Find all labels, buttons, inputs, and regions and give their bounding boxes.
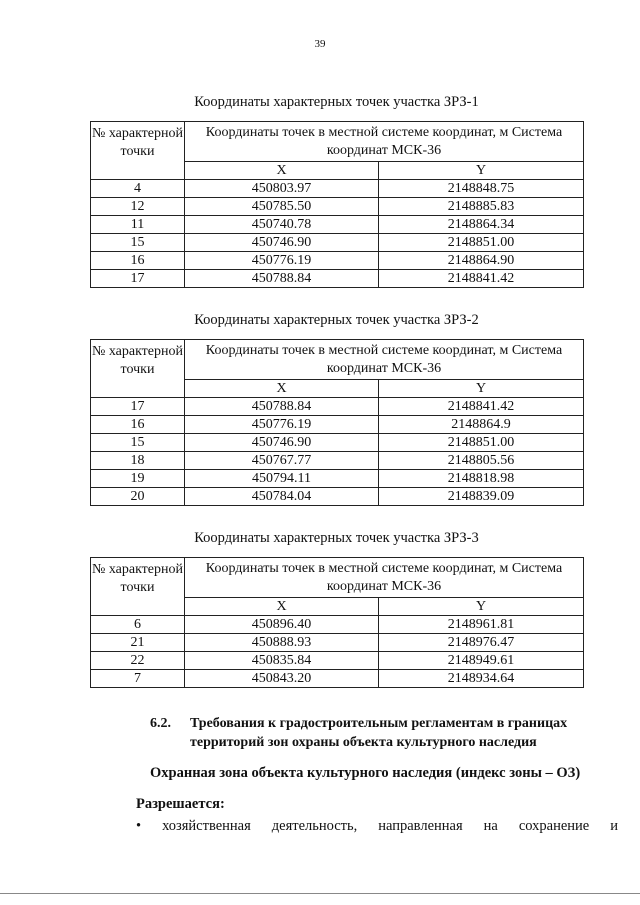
header-point-number: № характерной точки bbox=[91, 340, 185, 398]
bullet-marker: • bbox=[136, 818, 142, 834]
x-coordinate-cell: 450794.11 bbox=[185, 470, 379, 488]
y-coordinate-cell: 2148976.47 bbox=[379, 634, 584, 652]
table-row bbox=[91, 198, 584, 216]
point-number-cell: 20 bbox=[91, 488, 185, 506]
point-number-cell: 17 bbox=[91, 398, 185, 416]
table-row bbox=[91, 452, 584, 470]
bullet-word: деятельность, bbox=[271, 818, 358, 834]
y-coordinate-cell: 2148934.64 bbox=[379, 670, 584, 688]
point-number-cell: 6 bbox=[91, 616, 185, 634]
header-x: X bbox=[185, 162, 379, 180]
coordinates-table bbox=[90, 121, 584, 288]
table-row bbox=[91, 434, 584, 452]
y-coordinate-cell: 2148949.61 bbox=[379, 652, 584, 670]
table-row bbox=[91, 234, 584, 252]
y-coordinate-cell: 2148839.09 bbox=[379, 488, 584, 506]
table-caption: Координаты характерных точек участка ЗРЗ-1 bbox=[194, 94, 479, 110]
header-coordinates-title: Координаты точек в местной системе координат, м Система координат МСК-36 bbox=[185, 340, 584, 380]
point-number-cell: 18 bbox=[91, 452, 185, 470]
x-coordinate-cell: 450843.20 bbox=[185, 670, 379, 688]
page-number: 39 bbox=[314, 38, 326, 50]
table-row bbox=[91, 398, 584, 416]
point-number-cell: 15 bbox=[91, 434, 185, 452]
header-point-number: № характерной точки bbox=[91, 122, 185, 180]
bullet-word: сохранение bbox=[518, 818, 590, 834]
table-row bbox=[91, 488, 584, 506]
point-number-cell: 17 bbox=[91, 270, 185, 288]
header-y: Y bbox=[379, 162, 584, 180]
header-x: X bbox=[185, 380, 379, 398]
page-footer-rule bbox=[0, 893, 640, 894]
bullet-word: хозяйственная bbox=[162, 818, 251, 834]
x-coordinate-cell: 450788.84 bbox=[185, 270, 379, 288]
x-coordinate-cell: 450784.04 bbox=[185, 488, 379, 506]
y-coordinate-cell: 2148864.34 bbox=[379, 216, 584, 234]
x-coordinate-cell: 450788.84 bbox=[185, 398, 379, 416]
section-title-line1: Требования к градостроительным регламентам в границах bbox=[190, 716, 568, 731]
x-coordinate-cell: 450746.90 bbox=[185, 234, 379, 252]
bullet-word: на bbox=[483, 818, 498, 834]
table-row bbox=[91, 216, 584, 234]
bullet-word: направленная bbox=[378, 818, 463, 834]
section-heading bbox=[150, 714, 620, 752]
bullet-word: и bbox=[610, 818, 618, 834]
y-coordinate-cell: 2148841.42 bbox=[379, 398, 584, 416]
table-row bbox=[91, 652, 584, 670]
x-coordinate-cell: 450776.19 bbox=[185, 416, 379, 434]
table-row bbox=[91, 616, 584, 634]
y-coordinate-cell: 2148841.42 bbox=[379, 270, 584, 288]
x-coordinate-cell: 450785.50 bbox=[185, 198, 379, 216]
table-row bbox=[91, 634, 584, 652]
header-point-number: № характерной точки bbox=[91, 558, 185, 616]
permitted-label: Разрешается: bbox=[136, 796, 225, 812]
table-row bbox=[91, 270, 584, 288]
point-number-cell: 12 bbox=[91, 198, 185, 216]
y-coordinate-cell: 2148864.9 bbox=[379, 416, 584, 434]
x-coordinate-cell: 450803.97 bbox=[185, 180, 379, 198]
x-coordinate-cell: 450776.19 bbox=[185, 252, 379, 270]
point-number-cell: 7 bbox=[91, 670, 185, 688]
bullet-item bbox=[136, 818, 618, 835]
header-y: Y bbox=[379, 380, 584, 398]
y-coordinate-cell: 2148805.56 bbox=[379, 452, 584, 470]
point-number-cell: 16 bbox=[91, 416, 185, 434]
table-row bbox=[91, 180, 584, 198]
y-coordinate-cell: 2148848.75 bbox=[379, 180, 584, 198]
y-coordinate-cell: 2148851.00 bbox=[379, 434, 584, 452]
coordinates-table bbox=[90, 339, 584, 506]
point-number-cell: 16 bbox=[91, 252, 185, 270]
point-number-cell: 11 bbox=[91, 216, 185, 234]
section-number: 6.2. bbox=[150, 716, 171, 731]
x-coordinate-cell: 450888.93 bbox=[185, 634, 379, 652]
point-number-cell: 19 bbox=[91, 470, 185, 488]
header-coordinates-title: Координаты точек в местной системе координат, м Система координат МСК-36 bbox=[185, 122, 584, 162]
y-coordinate-cell: 2148885.83 bbox=[379, 198, 584, 216]
point-number-cell: 22 bbox=[91, 652, 185, 670]
x-coordinate-cell: 450746.90 bbox=[185, 434, 379, 452]
header-x: X bbox=[185, 598, 379, 616]
point-number-cell: 21 bbox=[91, 634, 185, 652]
table-caption: Координаты характерных точек участка ЗРЗ-3 bbox=[194, 530, 479, 546]
table-caption: Координаты характерных точек участка ЗРЗ-2 bbox=[194, 312, 479, 328]
y-coordinate-cell: 2148818.98 bbox=[379, 470, 584, 488]
x-coordinate-cell: 450767.77 bbox=[185, 452, 379, 470]
point-number-cell: 4 bbox=[91, 180, 185, 198]
y-coordinate-cell: 2148961.81 bbox=[379, 616, 584, 634]
y-coordinate-cell: 2148864.90 bbox=[379, 252, 584, 270]
table-row bbox=[91, 252, 584, 270]
x-coordinate-cell: 450740.78 bbox=[185, 216, 379, 234]
table-row bbox=[91, 416, 584, 434]
section-title-line2: территорий зон охраны объекта культурного наследия bbox=[190, 735, 537, 750]
header-y: Y bbox=[379, 598, 584, 616]
x-coordinate-cell: 450896.40 bbox=[185, 616, 379, 634]
x-coordinate-cell: 450835.84 bbox=[185, 652, 379, 670]
header-coordinates-title: Координаты точек в местной системе координат, м Система координат МСК-36 bbox=[185, 558, 584, 598]
point-number-cell: 15 bbox=[91, 234, 185, 252]
coordinates-table bbox=[90, 557, 584, 688]
zone-title: Охранная зона объекта культурного наследия (индекс зоны – ОЗ) bbox=[150, 765, 581, 781]
table-row bbox=[91, 470, 584, 488]
y-coordinate-cell: 2148851.00 bbox=[379, 234, 584, 252]
table-row bbox=[91, 670, 584, 688]
